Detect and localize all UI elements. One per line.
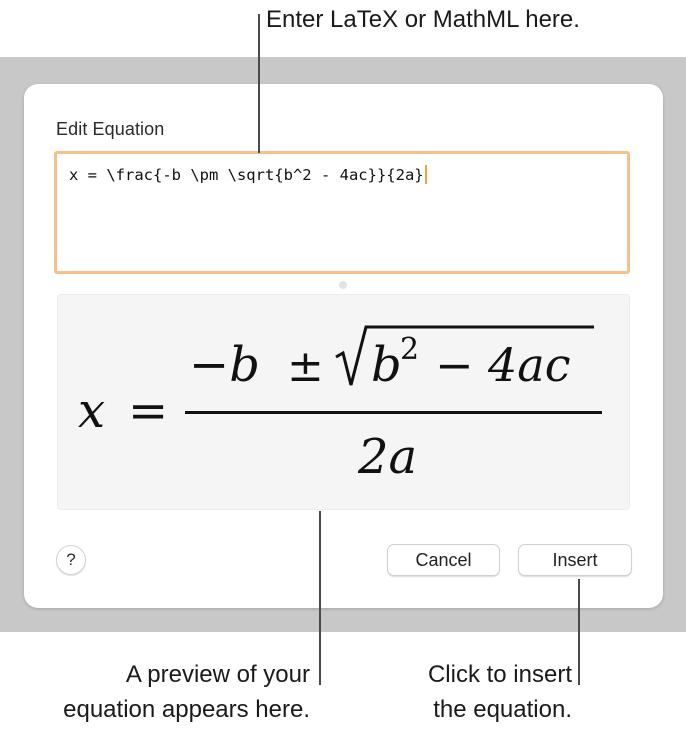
formula-denominator: 2a [358,429,418,485]
help-button[interactable]: ? [56,545,86,575]
formula-radicand-exponent: 2 [400,332,420,367]
formula-lhs: x [78,383,106,439]
insert-button[interactable]: Insert [518,544,632,576]
callout-line-preview [319,511,321,685]
equation-input-value: x = \frac{-b \pm \sqrt{b^2 - 4ac}}{2a} [69,166,424,184]
formula-radicand-base: b [371,337,402,393]
callout-line-insert [578,579,580,685]
dialog-title: Edit Equation [56,119,165,139]
formula-fraction-bar [185,411,602,414]
text-caret [425,165,427,184]
resize-handle[interactable] [339,281,347,289]
cancel-button[interactable]: Cancel [387,544,500,576]
callout-input-text: Enter LaTeX or MathML here. [266,6,580,33]
callout-preview-line-1: A preview of your [125,661,310,688]
callout-line-input [258,14,260,153]
callout-preview-line-2: equation appears here. [63,696,310,723]
formula-radicand-rest: 4ac [488,338,571,392]
formula-plus-minus: ± [287,341,324,392]
edit-equation-dialog [24,84,663,608]
callout-preview-text [10,657,310,727]
equation-input[interactable] [54,151,630,274]
callout-insert-line-1: Click to insert [427,661,572,688]
formula-numerator-neg-b: −b [189,337,260,393]
callout-insert-line-2: the equation. [433,696,572,723]
equation-preview-formula [58,295,629,509]
formula-radicand-minus: − [435,338,474,392]
formula-equals: = [128,383,169,439]
equation-input-text[interactable] [69,165,427,184]
equation-preview [57,294,630,510]
callout-insert-text [380,657,572,727]
